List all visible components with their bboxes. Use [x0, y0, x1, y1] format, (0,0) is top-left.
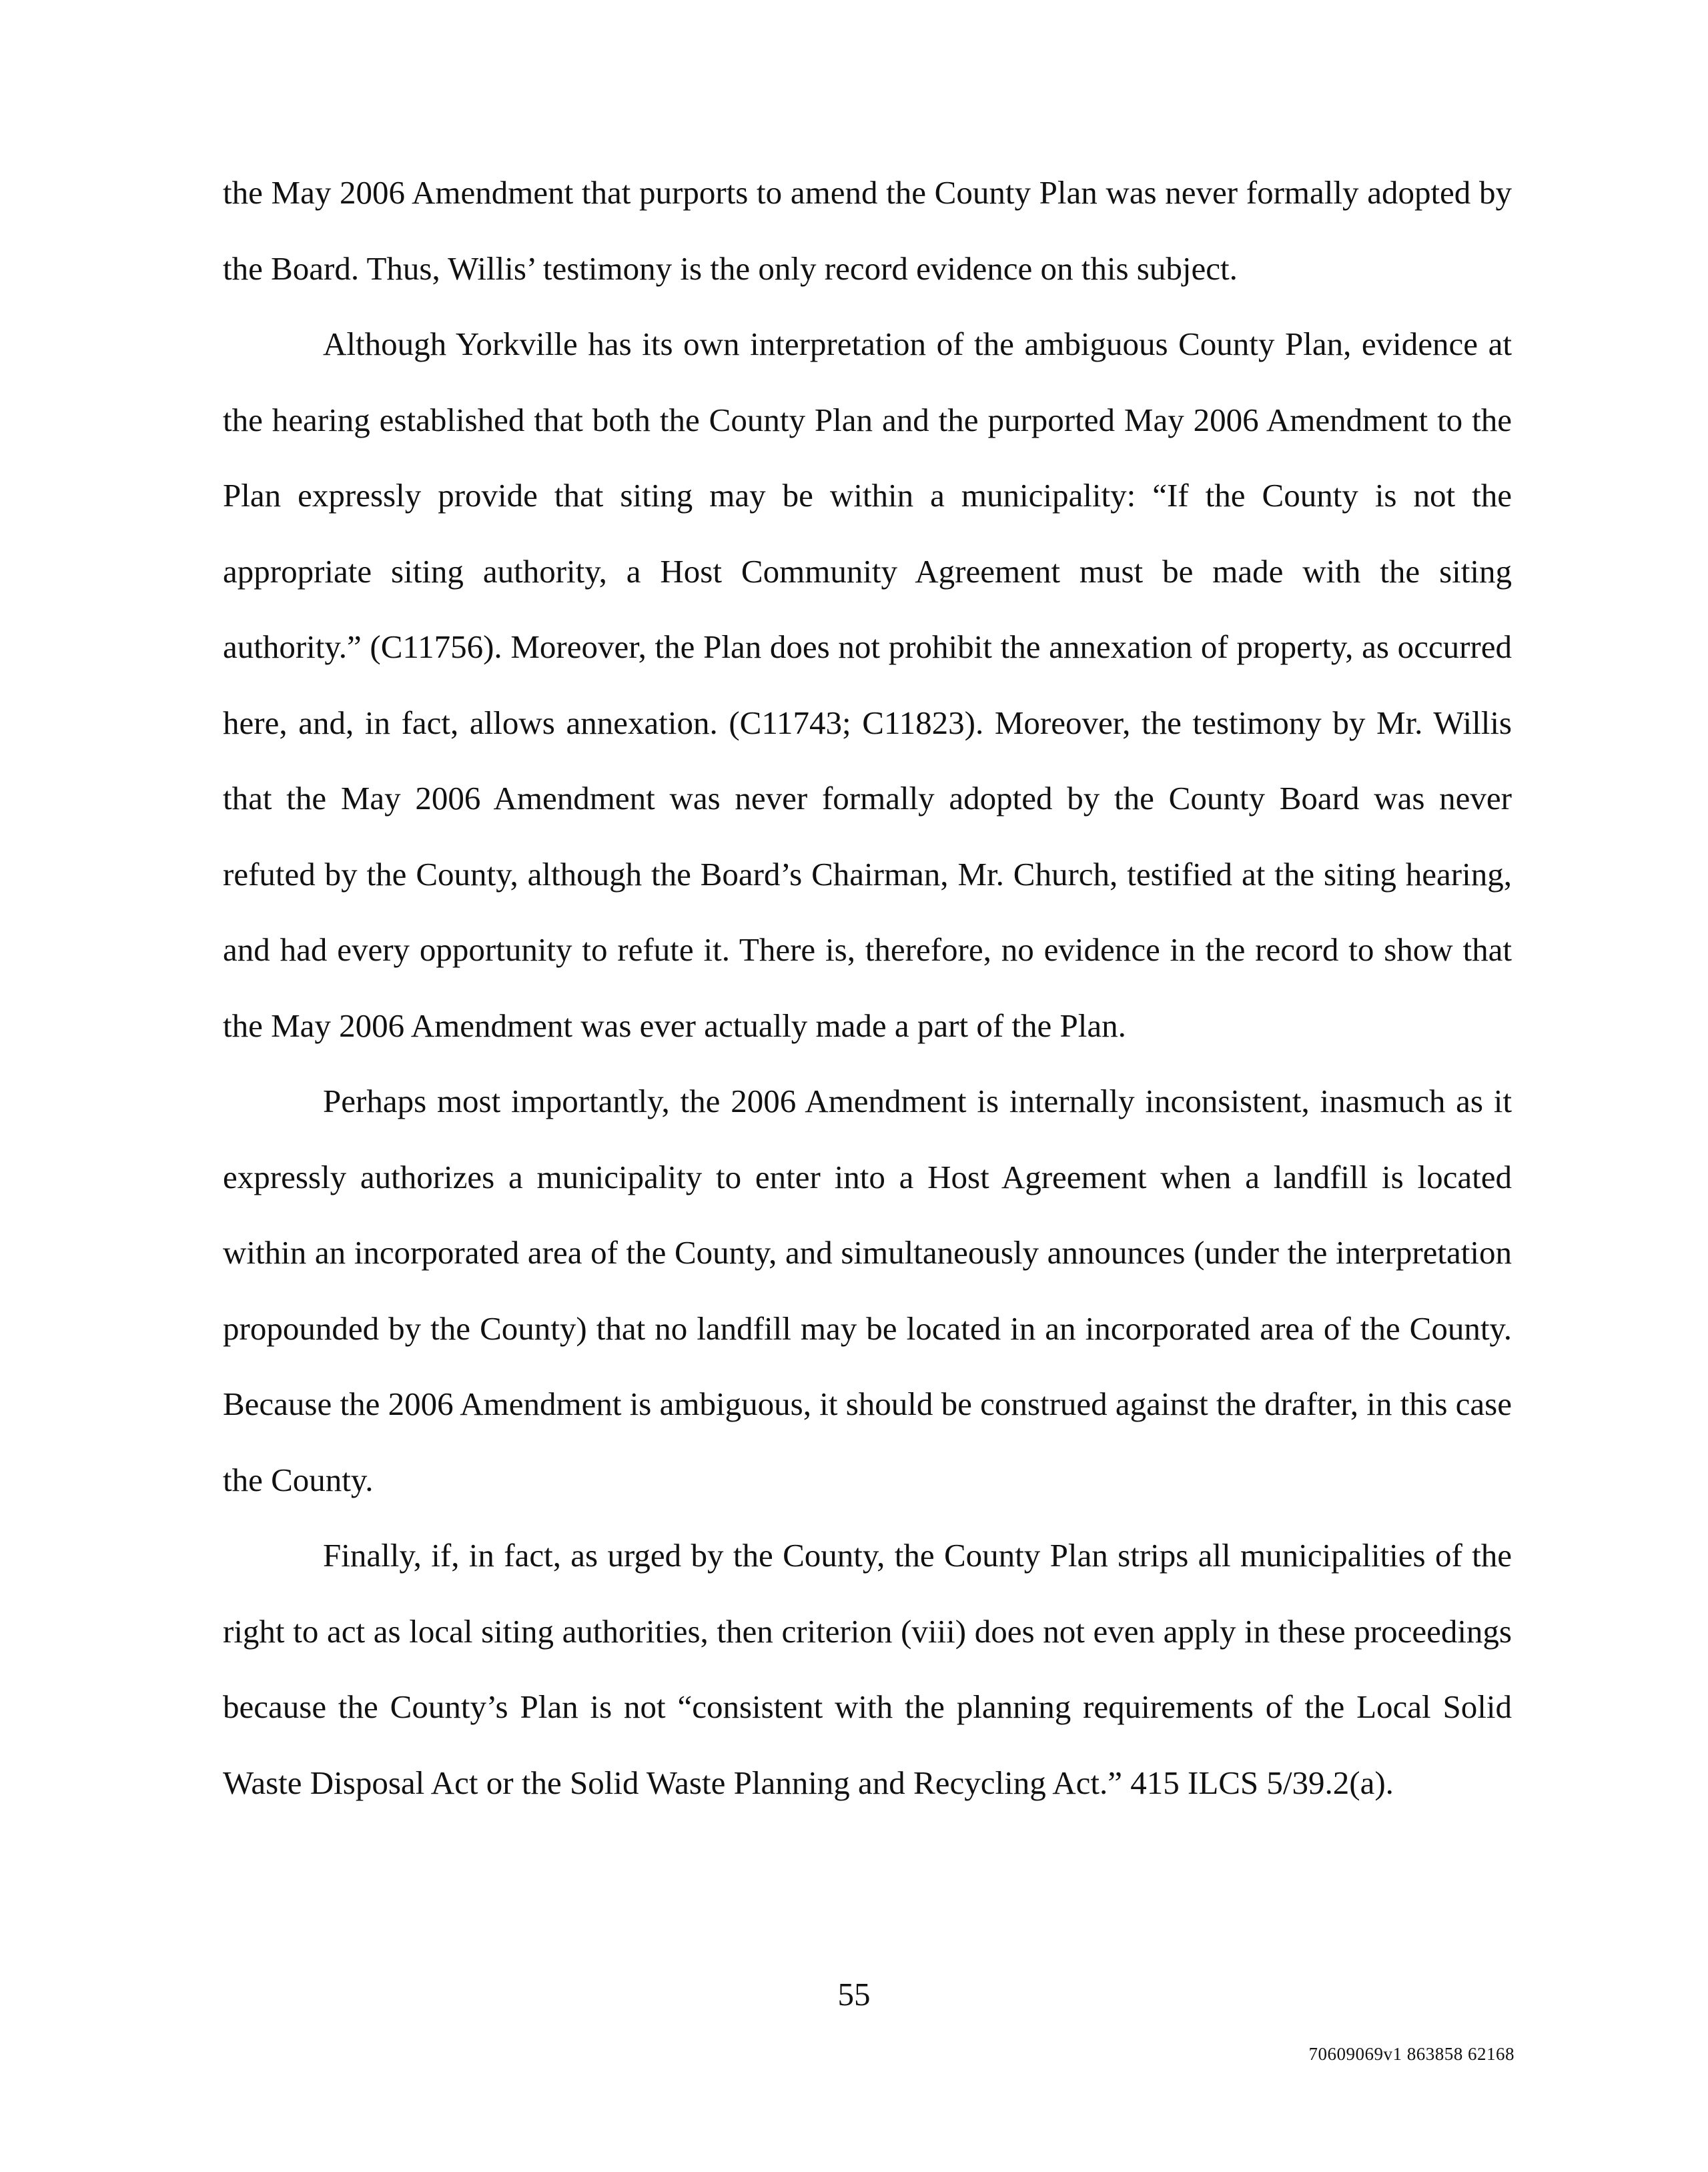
document-id: 70609069v1 863858 62168: [1308, 2044, 1515, 2064]
paragraph-criterion-viii: Finally, if, in fact, as urged by the County, the County Plan strips all municipalities of the right to act as local siting authorities, then criterion (viii) does not even apply in these proceedings because the County’s Plan is not “consistent with the planning requirements of the Local Solid Waste Disposal Act or the Solid Waste Planning and Recycling Act.” 415 ILCS 5/39.2(a).: [223, 1537, 1512, 1801]
document-body: [223, 155, 1512, 1820]
page-number: 55: [837, 1976, 871, 2013]
paragraph-amendment-inconsistent: Perhaps most importantly, the 2006 Amendment is internally inconsistent, inasmuch as it expressly authorizes a municipality to enter into a Host Agreement when a landfill is located within an incorporated area of the County, and simultaneously announces (under the interpretation propounded by the County) that no landfill may be located in an incorporated area of the County. Because the 2006 Amendment is ambiguous, it should be construed against the drafter, in this case the County.: [223, 1083, 1512, 1498]
paragraph-continuation: the May 2006 Amendment that purports to amend the County Plan was never formally adopted by the Board. Thus, Willis’ testimony is the only record evidence on this subject.: [223, 174, 1512, 287]
paragraph-yorkville-interpretation: Although Yorkville has its own interpretation of the ambiguous County Plan, evidence at the hearing established that both the County Plan and the purported May 2006 Amendment to the Plan expressly provide that siting may be within a municipality: “If the County is not the appropriate siting authority, a Host Community Agreement must be made with the siting authority.” (C11756). Moreover, the Plan does not prohibit the annexation of property, as occurred here, and, in fact, allows annexation. (C11743; C11823). Moreover, the testimony by Mr. Willis that the May 2006 Amendment was never formally adopted by the County Board was never refuted by the County, although the Board’s Chairman, Mr. Church, testified at the siting hearing, and had every opportunity to refute it. There is, therefore, no evidence in the record to show that the May 2006 Amendment was ever actually made a part of the Plan.: [223, 326, 1512, 1044]
